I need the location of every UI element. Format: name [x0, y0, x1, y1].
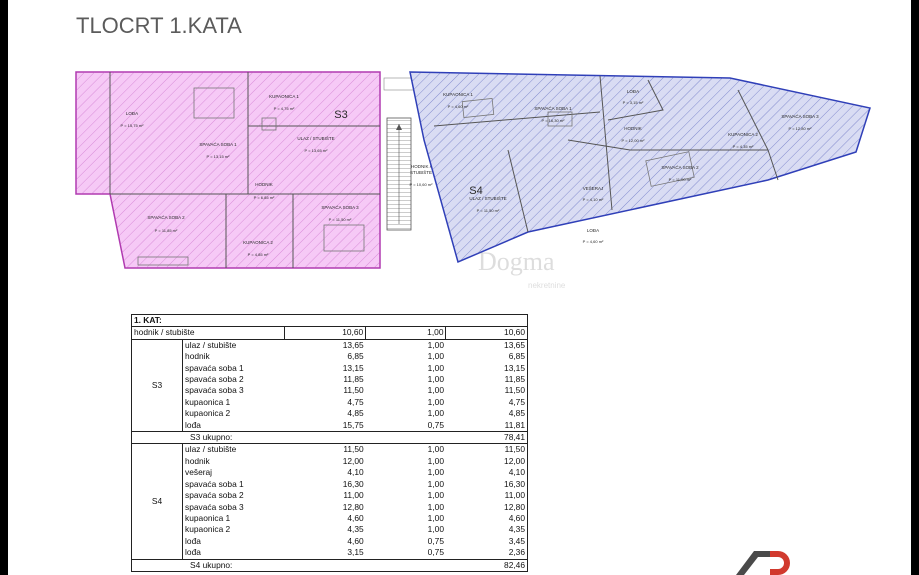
table-row: [132, 351, 528, 362]
s4-bedroom1-name: SPAVAĆA SOBA 1: [534, 106, 572, 111]
s4-loggia1-name: LOĐA: [626, 89, 640, 94]
room-total: 11,81: [446, 420, 528, 432]
table-row: [132, 397, 528, 408]
area-table: [131, 314, 528, 572]
s4-entrance-area: P = 11,50 m²: [476, 208, 500, 213]
hall-label: hodnik / stubište: [132, 327, 285, 339]
room-area: 11,50: [343, 385, 364, 396]
s3-loggia-name: LOĐA: [125, 111, 139, 116]
room-name: kupaonica 2: [185, 408, 231, 419]
room-coef: 1,00: [427, 351, 444, 362]
room-name: kupaonica 1: [185, 396, 231, 407]
s3-hall-name: HODNIK: [255, 182, 273, 187]
room-name: hodnik: [185, 455, 210, 466]
s3-loggia-area: P = 15,75 m²: [120, 123, 144, 128]
room-area: 3,15: [347, 547, 364, 558]
s3-total-row: [132, 432, 528, 444]
room-name: spavaća soba 1: [185, 362, 244, 373]
room-total: 16,30: [446, 479, 528, 490]
room-name: spavaća soba 3: [185, 385, 244, 396]
room-area: 12,80: [342, 501, 364, 512]
s4-loggia2-area: P = 4,60 m²: [582, 239, 604, 244]
watermark-text: Dogma: [478, 247, 555, 276]
table-row: [132, 524, 528, 535]
s4-total-value: 82,46: [446, 559, 528, 571]
s3-bedroom2-name: SPAVAĆA SOBA 2: [147, 215, 185, 220]
s3-bedroom3-name: SPAVAĆA SOBA 3: [321, 205, 359, 210]
room-total: 11,85: [446, 374, 528, 385]
room-total: 13,15: [446, 363, 528, 374]
room-name: spavaća soba 3: [185, 501, 244, 512]
s4-bath1-area: P = 4,60 m²: [447, 104, 469, 109]
room-coef: 1,00: [427, 490, 444, 501]
table-row: [132, 536, 528, 547]
s4-group-label: S4: [132, 444, 183, 559]
room-area: 12,00: [342, 455, 364, 466]
s4-laundry-area: P = 4,10 m²: [582, 197, 604, 202]
room-area: 4,10: [347, 467, 364, 478]
table-row: [132, 456, 528, 467]
s3-entrance-name: ULAZ / STUBIŠTE: [297, 136, 335, 141]
table-row: [132, 513, 528, 524]
s4-total-row: [132, 559, 528, 571]
page-title: TLOCRT 1.KATA: [76, 13, 242, 38]
s4-bath2-area: P = 4,35 m²: [732, 144, 754, 149]
s3-total-value: 78,41: [446, 432, 528, 444]
hall-label-area: P = 10,60 m²: [409, 182, 433, 187]
room-name: hodnik: [185, 351, 210, 362]
s4-entrance-name: ULAZ / STUBIŠTE: [469, 196, 507, 201]
table-row: [132, 363, 528, 374]
s3-group-label: S3: [132, 339, 183, 431]
table-row: [132, 420, 528, 432]
room-coef: 1,00: [427, 362, 444, 373]
document-page: [8, 0, 911, 575]
s3-hall-area: P = 6,85 m²: [253, 195, 275, 200]
room-coef: 1,00: [427, 467, 444, 478]
room-total: 4,85: [446, 408, 528, 419]
room-area: 11,85: [343, 374, 364, 385]
room-area: 4,60: [347, 535, 364, 546]
room-total: 11,00: [446, 490, 528, 501]
room-name: ulaz / stubište: [185, 444, 237, 455]
room-coef: 1,00: [427, 374, 444, 385]
apartment-s3-outline: [76, 72, 380, 268]
hall-area: 10,60: [284, 327, 365, 339]
s3-bath2-area: P = 4,85 m²: [247, 252, 269, 257]
s4-total-label: S4 ukupno:: [132, 559, 446, 571]
s3-total-label: S3 ukupno:: [132, 432, 446, 444]
room-total: 12,00: [446, 456, 528, 467]
s4-loggia2-name: LOĐA: [586, 228, 600, 233]
brand-logo-icon: [736, 547, 796, 575]
watermark: [478, 247, 566, 290]
room-name: kupaonica 2: [185, 524, 231, 535]
room-coef: 1,00: [427, 408, 444, 419]
room-area: 13,15: [342, 362, 364, 373]
s4-bath1-name: KUPAONICA 1: [443, 92, 473, 97]
table-row: [132, 490, 528, 501]
room-coef: 1,00: [427, 478, 444, 489]
s4-bedroom3-name: SPAVAĆA SOBA 3: [781, 114, 819, 119]
room-name: kupaonica 1: [185, 512, 231, 523]
table-row-hall: [132, 327, 528, 339]
table-row: [132, 339, 528, 351]
room-coef: 1,00: [427, 396, 444, 407]
room-area: 11,00: [343, 490, 364, 501]
room-total: 11,50: [446, 385, 528, 396]
table-header: 1. KAT:: [132, 315, 528, 327]
room-total: 3,45: [446, 536, 528, 547]
room-coef: 1,00: [427, 524, 444, 535]
s4-bedroom1-area: P = 16,30 m²: [541, 118, 565, 123]
s3-entrance-area: P = 13,65 m²: [304, 148, 328, 153]
room-coef: 1,00: [427, 501, 444, 512]
room-area: 4,85: [347, 408, 364, 419]
room-coef: 1,00: [427, 385, 444, 396]
room-total: 2,36: [446, 547, 528, 559]
table-row: [132, 408, 528, 419]
table-row: [132, 479, 528, 490]
room-area: 4,60: [347, 512, 364, 523]
s4-loggia1-area: P = 3,15 m²: [622, 100, 644, 105]
room-coef: 0,75: [427, 535, 444, 546]
s3-bath1-area: P = 4,75 m²: [273, 106, 295, 111]
s3-bedroom2-area: P = 11,85 m²: [154, 228, 178, 233]
room-total: 4,35: [446, 524, 528, 535]
room-area: 6,85: [347, 351, 364, 362]
s3-bedroom3-area: P = 11,50 m²: [328, 217, 352, 222]
room-name: spavaća soba 2: [185, 374, 244, 385]
s3-bath2-name: KUPAONICA 2: [243, 240, 273, 245]
s4-bath2-name: KUPAONICA 2: [728, 132, 758, 137]
room-area: 13,65: [342, 339, 364, 350]
room-coef: 1,00: [427, 455, 444, 466]
hall-total: 10,60: [446, 327, 528, 339]
table-row: [132, 374, 528, 385]
room-total: 12,80: [446, 502, 528, 513]
room-coef: 0,75: [427, 547, 444, 558]
room-total: 4,75: [446, 397, 528, 408]
s4-bedroom2-name: SPAVAĆA SOBA 2: [661, 165, 699, 170]
hall-label-line2: STUBIŠTE: [409, 170, 433, 175]
table-row: [132, 467, 528, 478]
hall-coef: 1,00: [366, 327, 446, 339]
s4-bedroom2-area: P = 11,00 m²: [668, 177, 692, 182]
s4-hall-name: HODNIK: [624, 126, 642, 131]
room-coef: 0,75: [427, 419, 444, 430]
room-coef: 1,00: [427, 444, 444, 455]
room-total: 13,65: [446, 339, 528, 351]
table-row: [132, 502, 528, 513]
room-total: 4,60: [446, 513, 528, 524]
room-name: spavaća soba 1: [185, 478, 244, 489]
room-name: lođa: [185, 535, 201, 546]
room-area: 4,75: [347, 396, 364, 407]
room-area: 11,50: [343, 444, 364, 455]
room-name: lođa: [185, 547, 201, 558]
s4-laundry-name: VEŠERAJ: [582, 186, 604, 191]
table-header-row: [132, 315, 528, 327]
room-name: vešeraj: [185, 467, 213, 478]
s3-bedroom1-area: P = 13,15 m²: [206, 154, 230, 159]
table-row: [132, 547, 528, 559]
room-name: ulaz / stubište: [185, 339, 237, 350]
s4-hall-area: P = 12,00 m²: [621, 138, 645, 143]
room-name: spavaća soba 2: [185, 490, 244, 501]
room-total: 4,10: [446, 467, 528, 478]
s4-unit-tag: S4: [469, 185, 483, 197]
room-area: 4,35: [347, 524, 364, 535]
room-coef: 1,00: [427, 512, 444, 523]
watermark-subtext: nekretnine: [528, 281, 566, 290]
s3-bath1-name: KUPAONICA 1: [269, 94, 299, 99]
table-row: [132, 444, 528, 456]
floor-plan: [8, 0, 911, 300]
room-coef: 1,00: [427, 339, 444, 350]
room-area: 16,30: [342, 478, 364, 489]
table-row: [132, 385, 528, 396]
hall-label-line1: HODNIK /: [410, 164, 432, 169]
room-area: 15,75: [342, 419, 364, 430]
room-total: 11,50: [446, 444, 528, 456]
s3-bedroom1-name: SPAVAĆA SOBA 1: [199, 142, 237, 147]
room-total: 6,85: [446, 351, 528, 362]
s4-bedroom3-area: P = 12,80 m²: [788, 126, 812, 131]
room-name: lođa: [185, 419, 201, 430]
s3-unit-tag: S3: [334, 109, 348, 121]
